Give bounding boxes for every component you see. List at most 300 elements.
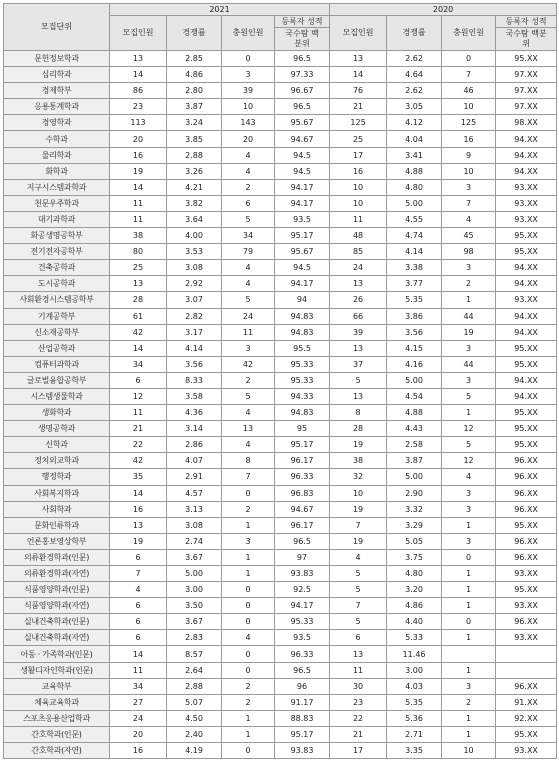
competition-2020-cell: 3.35 [387,743,442,759]
additional-2021-cell: 4 [222,630,275,646]
additional-2021-cell: 20 [222,131,275,147]
percentile-2020-cell [496,662,557,678]
percentile-2020-cell: 95.XX [496,356,557,372]
percentile-2020-cell: 95.XX [496,340,557,356]
quota-2020-cell: 26 [330,292,387,308]
quota-2021-cell: 16 [110,501,167,517]
additional-2020-cell: 1 [442,662,496,678]
additional-2020-cell: 0 [442,51,496,67]
dept-cell: 지구시스템과학과 [4,179,110,195]
additional-2020-cell: 3 [442,372,496,388]
quota-2020-cell: 17 [330,147,387,163]
competition-2020-cell: 3.38 [387,260,442,276]
competition-2021-cell: 3.17 [167,324,222,340]
competition-2021-cell: 4.00 [167,228,222,244]
percentile-2021-cell: 96.5 [275,533,330,549]
percentile-2020-cell: 94.XX [496,147,557,163]
table-row [4,501,557,517]
percentile-2021-cell: 95.67 [275,244,330,260]
dept-cell: 경영학과 [4,115,110,131]
dept-cell: 식품영양학과(자연) [4,598,110,614]
percentile-2020-cell: 97.XX [496,67,557,83]
percentile-2020-cell: 94.XX [496,324,557,340]
additional-2020-cell: 4 [442,211,496,227]
dept-cell: 대기과학과 [4,211,110,227]
table-row [4,453,557,469]
competition-2021-cell: 2.85 [167,51,222,67]
quota-2021-cell: 61 [110,308,167,324]
competition-2021-cell: 2.83 [167,630,222,646]
additional-2021-cell: 5 [222,388,275,404]
percentile-2020-cell: 93.XX [496,743,557,759]
additional-2021-cell: 2 [222,501,275,517]
percentile-2020-cell: 95.XX [496,437,557,453]
percentile-2021-cell: 95.33 [275,614,330,630]
quota-2020-cell: 4 [330,549,387,565]
percentile-2021-cell: 95.17 [275,437,330,453]
competition-2020-cell: 4.55 [387,211,442,227]
competition-2021-cell: 8.33 [167,372,222,388]
percentile-2021-cell: 95.67 [275,115,330,131]
dept-cell: 행정학과 [4,469,110,485]
percentile-2021-cell: 94.83 [275,308,330,324]
percentile-2020-cell: 96.XX [496,549,557,565]
percentile-2021-cell: 97 [275,549,330,565]
competition-2020-cell: 4.03 [387,678,442,694]
quota-2021-cell: 14 [110,340,167,356]
dept-cell: 천문우주학과 [4,195,110,211]
quota-2021-cell: 13 [110,51,167,67]
table-row [4,244,557,260]
table-row [4,517,557,533]
quota-2020-header: 모집인원 [330,16,387,51]
competition-2020-cell: 3.56 [387,324,442,340]
table-row [4,211,557,227]
additional-2020-cell: 3 [442,501,496,517]
additional-2021-cell: 3 [222,533,275,549]
dept-cell: 사회복지학과 [4,485,110,501]
quota-2020-cell: 8 [330,405,387,421]
dept-cell: 응용통계학과 [4,99,110,115]
competition-2020-cell: 4.14 [387,244,442,260]
additional-2021-cell: 7 [222,469,275,485]
additional-2021-cell: 3 [222,67,275,83]
dept-cell: 의류환경학과(인문) [4,549,110,565]
additional-2020-cell: 16 [442,131,496,147]
quota-2021-cell: 23 [110,99,167,115]
competition-2020-cell: 3.41 [387,147,442,163]
competition-2021-cell: 2.82 [167,308,222,324]
percentile-2021-cell: 96.67 [275,83,330,99]
competition-2020-cell: 3.32 [387,501,442,517]
additional-2020-cell: 98 [442,244,496,260]
competition-2021-cell: 3.85 [167,131,222,147]
competition-2020-cell: 5.35 [387,694,442,710]
additional-2020-cell: 7 [442,67,496,83]
competition-2020-cell: 2.71 [387,726,442,742]
additional-2021-cell: 4 [222,276,275,292]
competition-2021-cell: 2.86 [167,437,222,453]
percentile-2021-cell: 96.33 [275,646,330,662]
dept-cell: 실내건축학과(인문) [4,614,110,630]
additional-2020-cell: 5 [442,388,496,404]
percentile-2021-cell: 96.17 [275,453,330,469]
additional-2021-cell: 10 [222,99,275,115]
additional-2020-cell: 1 [442,582,496,598]
competition-2020-cell: 2.90 [387,485,442,501]
competition-2020-cell: 5.33 [387,630,442,646]
additional-2021-cell: 3 [222,340,275,356]
percentile-2020-cell: 91.XX [496,694,557,710]
percentile-2020-cell: 98.XX [496,115,557,131]
additional-2021-cell: 2 [222,179,275,195]
quota-2020-cell: 24 [330,260,387,276]
additional-2021-cell: 2 [222,678,275,694]
additional-2020-cell: 3 [442,485,496,501]
quota-2021-cell: 25 [110,260,167,276]
additional-2021-cell: 0 [222,598,275,614]
percentile-2020-cell: 95.XX [496,244,557,260]
percentile-2021-cell: 93.5 [275,211,330,227]
competition-2020-cell: 4.16 [387,356,442,372]
additional-2020-cell: 1 [442,517,496,533]
percentile-2020-cell: 96.XX [496,533,557,549]
competition-2020-cell: 3.29 [387,517,442,533]
additional-2020-cell: 44 [442,356,496,372]
dept-cell: 사회학과 [4,501,110,517]
quota-2021-cell: 28 [110,292,167,308]
additional-2021-cell: 39 [222,83,275,99]
quota-2021-cell: 16 [110,147,167,163]
percentile-2021-cell: 94.5 [275,163,330,179]
competition-2020-cell: 4.74 [387,228,442,244]
dept-cell: 기계공학부 [4,308,110,324]
additional-2021-cell: 2 [222,372,275,388]
quota-2021-header: 모집인원 [110,16,167,51]
competition-2020-cell: 3.75 [387,549,442,565]
quota-2021-cell: 4 [110,582,167,598]
percentile-2021-cell: 96 [275,678,330,694]
table-row [4,115,557,131]
percentile-2020-cell: 94.XX [496,163,557,179]
competition-2021-cell: 2.74 [167,533,222,549]
additional-2021-cell: 0 [222,646,275,662]
competition-2021-cell: 8.57 [167,646,222,662]
additional-2020-cell: 45 [442,228,496,244]
dept-cell: 글로벌융합공학부 [4,372,110,388]
percentile-2020-cell: 94.XX [496,131,557,147]
additional-2020-cell: 4 [442,469,496,485]
additional-2020-cell: 10 [442,743,496,759]
dept-cell: 신소재공학부 [4,324,110,340]
table-row [4,549,557,565]
quota-2021-cell: 6 [110,614,167,630]
additional-2020-cell: 1 [442,630,496,646]
competition-2020-cell: 2.62 [387,83,442,99]
quota-2021-cell: 14 [110,67,167,83]
additional-2021-cell: 0 [222,614,275,630]
quota-2021-cell: 42 [110,324,167,340]
table-row [4,566,557,582]
quota-2021-cell: 6 [110,372,167,388]
competition-2021-cell: 2.88 [167,678,222,694]
additional-2020-cell: 1 [442,710,496,726]
table-row [4,83,557,99]
dept-cell: 시스템생물학과 [4,388,110,404]
additional-2020-cell: 0 [442,549,496,565]
percentile-2021-cell: 96.33 [275,469,330,485]
additional-2021-cell: 5 [222,292,275,308]
competition-2021-cell: 3.58 [167,388,222,404]
competition-2020-cell: 4.88 [387,163,442,179]
quota-2020-cell: 13 [330,340,387,356]
table-row [4,356,557,372]
percentile-2020-cell: 93.XX [496,292,557,308]
percentile-2021-cell: 95 [275,421,330,437]
dept-cell: 생활디자인학과(인문) [4,662,110,678]
competition-2021-cell: 4.21 [167,179,222,195]
percentile-2020-cell: 95.XX [496,582,557,598]
percentile-2021-cell: 95.33 [275,356,330,372]
competition-2021-cell: 2.80 [167,83,222,99]
competition-2021-cell: 2.88 [167,147,222,163]
competition-2021-cell: 3.00 [167,582,222,598]
additional-2021-cell: 8 [222,453,275,469]
additional-2021-cell: 4 [222,163,275,179]
competition-2021-cell: 3.53 [167,244,222,260]
table-row [4,340,557,356]
quota-2021-cell: 21 [110,421,167,437]
dept-cell: 경제학부 [4,83,110,99]
percentile-2021-cell: 94.33 [275,388,330,404]
quota-2020-cell: 5 [330,566,387,582]
dept-cell: 간호학과(자연) [4,743,110,759]
percentile-2021-cell: 97.33 [275,67,330,83]
percentile-2021-cell: 96.83 [275,485,330,501]
competition-2020-cell: 4.86 [387,598,442,614]
competition-2020-cell: 2.62 [387,51,442,67]
quota-2021-cell: 27 [110,694,167,710]
quota-2021-cell: 34 [110,678,167,694]
additional-2021-cell: 0 [222,582,275,598]
percentile-2020-cell: 93.XX [496,211,557,227]
competition-2021-cell: 3.14 [167,421,222,437]
competition-2020-cell: 3.20 [387,582,442,598]
competition-2020-cell: 11.46 [387,646,442,662]
quota-2021-cell: 22 [110,437,167,453]
additional-2021-cell: 2 [222,694,275,710]
additional-2020-cell: 2 [442,694,496,710]
percentile-2020-cell [496,646,557,662]
dept-column-header: 모집단위 [4,4,110,51]
percentile-2021-cell: 95.17 [275,228,330,244]
quota-2020-cell: 11 [330,662,387,678]
competition-2021-cell: 3.67 [167,614,222,630]
percentile-2021-cell: 94.67 [275,501,330,517]
competition-2021-cell: 4.19 [167,743,222,759]
dept-cell: 도시공학과 [4,276,110,292]
additional-2020-cell [442,646,496,662]
additional-2020-cell: 1 [442,405,496,421]
additional-2020-cell: 12 [442,453,496,469]
percentile-2021-cell: 94.17 [275,598,330,614]
percentile-2020-cell: 94.XX [496,276,557,292]
quota-2021-cell: 42 [110,453,167,469]
percentile-2021-cell: 96.17 [275,517,330,533]
competition-2021-cell: 2.40 [167,726,222,742]
table-row [4,388,557,404]
dept-cell: 의류환경학과(자연) [4,566,110,582]
additional-2021-cell: 4 [222,405,275,421]
percentile-2021-cell: 96.5 [275,99,330,115]
dept-cell: 실내건축학과(자연) [4,630,110,646]
percentile-2020-cell: 96.XX [496,469,557,485]
dept-cell: 전기전자공학부 [4,244,110,260]
additional-2021-cell: 42 [222,356,275,372]
competition-2020-cell: 5.35 [387,292,442,308]
competition-2021-cell: 3.13 [167,501,222,517]
dept-cell: 신학과 [4,437,110,453]
table-row [4,678,557,694]
dept-cell: 간호학과(인문) [4,726,110,742]
quota-2021-cell: 34 [110,356,167,372]
additional-2020-cell: 10 [442,99,496,115]
percentile-2021-cell: 94 [275,292,330,308]
percentile-2021-cell: 88.83 [275,710,330,726]
competition-2021-cell: 3.08 [167,260,222,276]
table-row [4,726,557,742]
additional-2020-cell: 3 [442,340,496,356]
quota-2020-cell: 7 [330,598,387,614]
additional-2021-cell: 143 [222,115,275,131]
dept-cell: 식품영양학과(인문) [4,582,110,598]
competition-2020-cell: 4.40 [387,614,442,630]
quota-2020-cell: 16 [330,163,387,179]
table-row [4,405,557,421]
quota-2020-cell: 10 [330,179,387,195]
quota-2021-cell: 11 [110,195,167,211]
quota-2020-cell: 39 [330,324,387,340]
percentile-2020-cell: 96.XX [496,501,557,517]
dept-cell: 체육교육학과 [4,694,110,710]
percentile-2021-cell: 96.5 [275,662,330,678]
dept-cell: 문헌정보학과 [4,51,110,67]
additional-2021-cell: 1 [222,710,275,726]
percentile-2021-cell: 94.83 [275,324,330,340]
table-row [4,131,557,147]
competition-2021-cell: 4.36 [167,405,222,421]
quota-2020-cell: 11 [330,211,387,227]
year-2021-header: 2021 [110,4,330,16]
quota-2020-cell: 19 [330,501,387,517]
competition-2021-cell: 4.14 [167,340,222,356]
dept-cell: 생화학과 [4,405,110,421]
table-row [4,276,557,292]
quota-2020-cell: 21 [330,99,387,115]
quota-2020-cell: 28 [330,421,387,437]
quota-2020-cell: 76 [330,83,387,99]
percentile-2021-cell: 94.17 [275,276,330,292]
table-row [4,372,557,388]
additional-2020-cell: 10 [442,163,496,179]
competition-2021-cell: 3.87 [167,99,222,115]
competition-2021-cell: 2.92 [167,276,222,292]
table-row [4,630,557,646]
quota-2020-cell: 10 [330,485,387,501]
admission-results-table [3,3,557,759]
quota-2020-cell: 5 [330,614,387,630]
table-row [4,469,557,485]
quota-2021-cell: 19 [110,163,167,179]
quota-2021-cell: 113 [110,115,167,131]
additional-2020-cell: 3 [442,260,496,276]
additional-2020-cell: 2 [442,276,496,292]
additional-2021-cell: 13 [222,421,275,437]
quota-2021-cell: 38 [110,228,167,244]
competition-2020-cell: 5.05 [387,533,442,549]
additional-2021-cell: 1 [222,517,275,533]
quota-2020-cell: 38 [330,453,387,469]
quota-2021-cell: 14 [110,179,167,195]
competition-2020-cell: 4.88 [387,405,442,421]
percentile-2021-cell: 95.17 [275,726,330,742]
competition-2020-cell: 3.05 [387,99,442,115]
additional-2021-cell: 1 [222,549,275,565]
competition-2020-cell: 2.58 [387,437,442,453]
additional-2021-cell: 4 [222,260,275,276]
quota-2021-cell: 6 [110,549,167,565]
additional-2021-cell: 0 [222,51,275,67]
quota-2021-cell: 14 [110,646,167,662]
quota-2021-cell: 11 [110,405,167,421]
quota-2020-cell: 66 [330,308,387,324]
table-row [4,662,557,678]
table-row [4,179,557,195]
quota-2020-cell: 7 [330,517,387,533]
percentile-2020-cell: 95.XX [496,228,557,244]
additional-2020-cell: 0 [442,614,496,630]
additional-2020-cell: 3 [442,533,496,549]
percentile-2021-cell: 94.17 [275,195,330,211]
percentile-2020-cell: 93.XX [496,179,557,195]
percentile-2020-cell: 94.XX [496,260,557,276]
quota-2020-cell: 23 [330,694,387,710]
additional-2020-cell: 12 [442,421,496,437]
quota-2020-cell: 10 [330,195,387,211]
table-row [4,99,557,115]
table-row [4,582,557,598]
table-row [4,437,557,453]
score-2020-header: 등록자 성적 [496,16,557,28]
additional-2020-cell: 7 [442,195,496,211]
additional-2021-cell: 0 [222,743,275,759]
table-row [4,646,557,662]
additional-2020-cell: 1 [442,598,496,614]
percentile-2020-cell: 93.XX [496,566,557,582]
competition-2020-cell: 4.80 [387,179,442,195]
competition-2021-cell: 3.07 [167,292,222,308]
percentile-2020-cell: 93.XX [496,630,557,646]
competition-2020-cell: 3.87 [387,453,442,469]
percentile-2020-cell: 97.XX [496,99,557,115]
quota-2020-cell: 13 [330,51,387,67]
quota-2021-cell: 19 [110,533,167,549]
additional-2021-cell: 11 [222,324,275,340]
competition-2021-cell: 3.67 [167,549,222,565]
quota-2021-cell: 24 [110,710,167,726]
additional-2020-cell: 3 [442,179,496,195]
competition-2020-cell: 4.43 [387,421,442,437]
